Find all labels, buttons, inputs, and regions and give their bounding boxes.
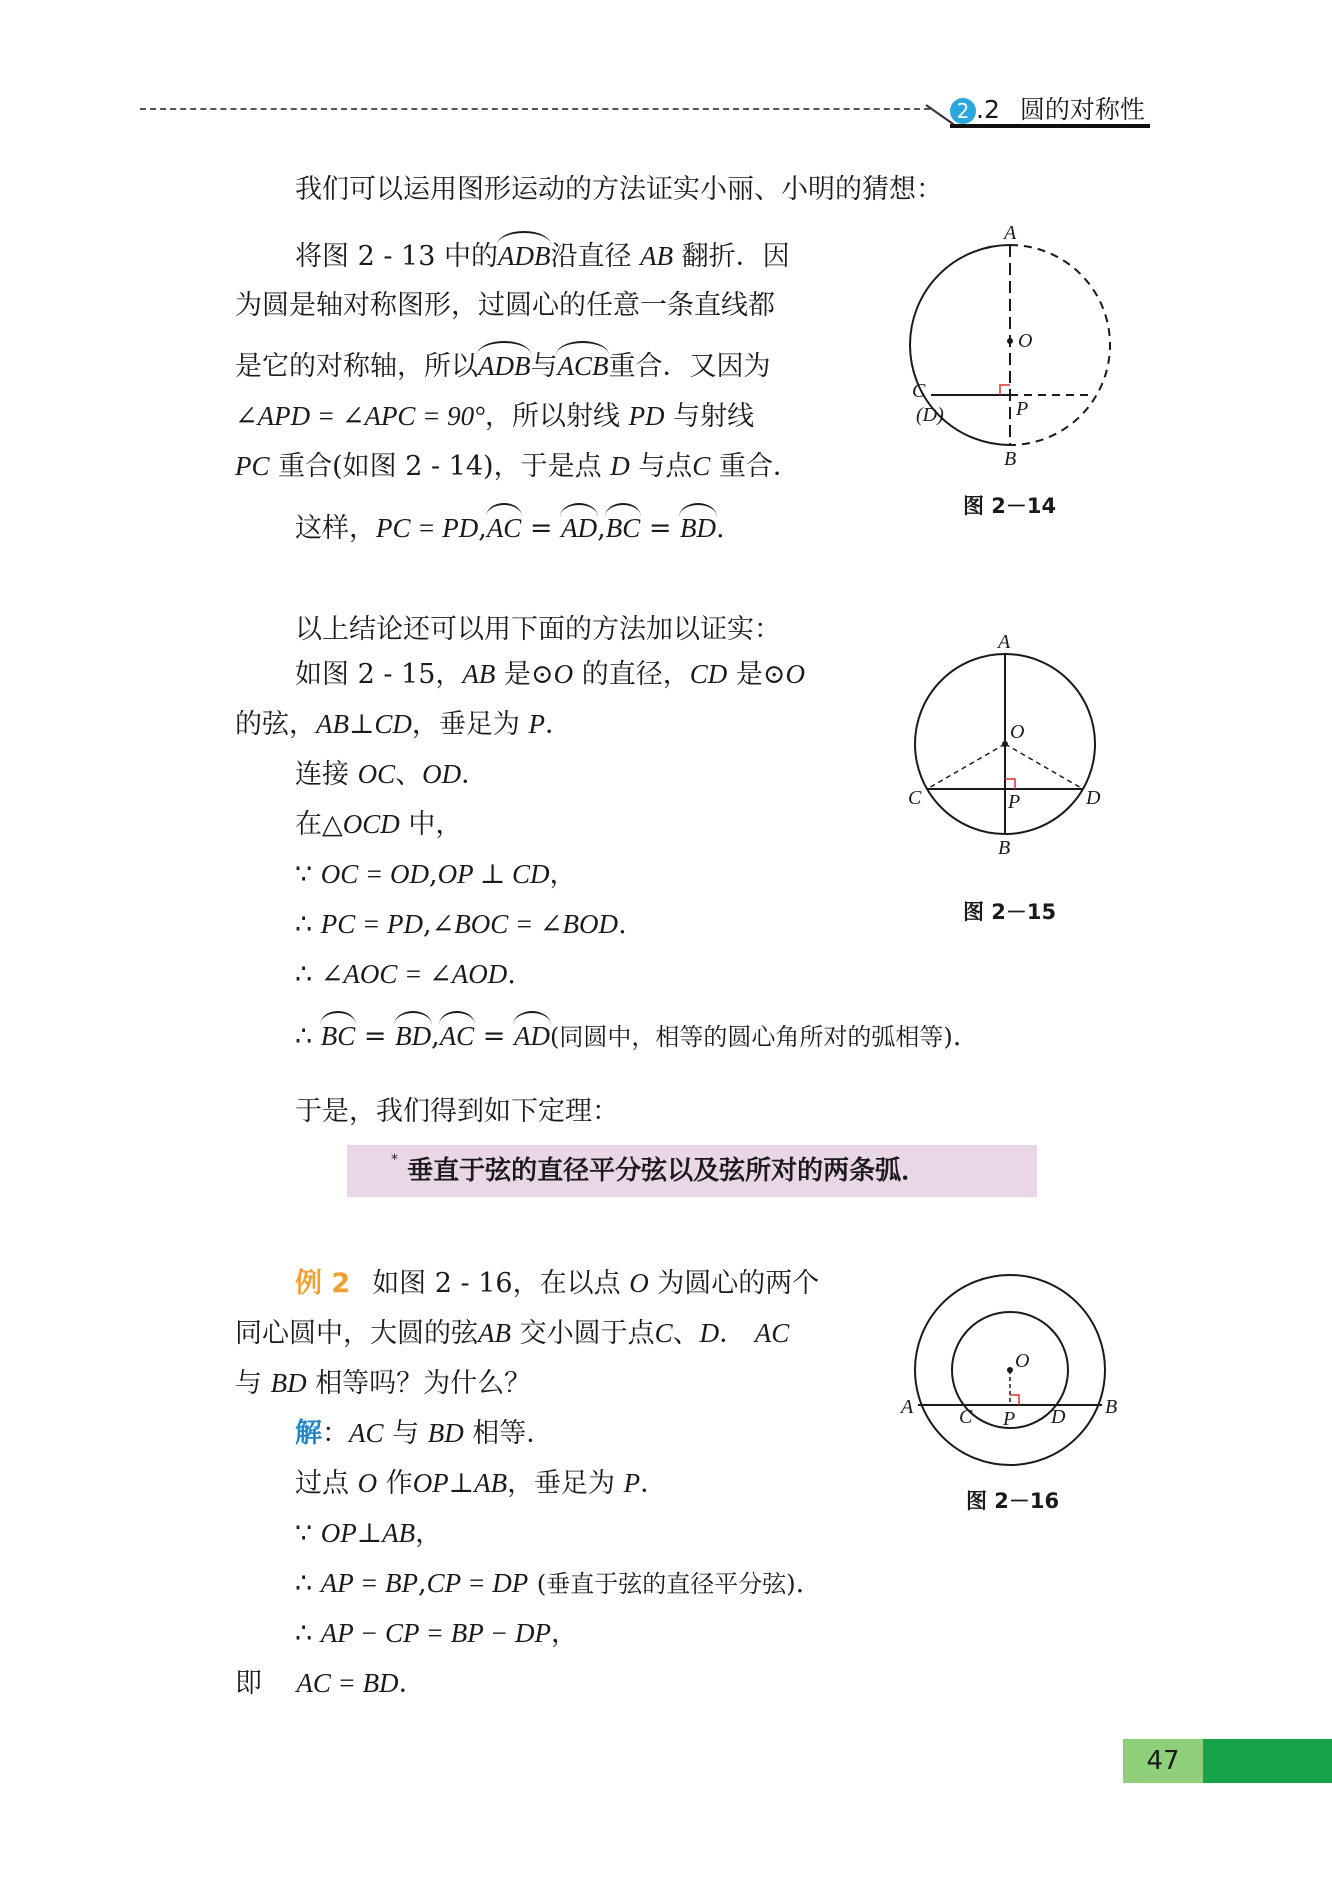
svg-text:B: B [998,837,1011,859]
figure-2-16 [895,1265,1125,1470]
svg-text:O: O [1010,721,1025,743]
text-line: PC 重合(如图 2 - 14)，于是点 D 与点C 重合． [235,451,800,482]
text-line: 连接 OC、OD． [295,759,489,790]
theorem-star: * [391,1152,398,1168]
text-line: ∴ PC = PD,∠BOC = ∠BOD. [295,909,627,940]
svg-text:P: P [1003,1408,1016,1430]
text-line: 的弦，AB⊥CD，垂足为 P． [235,709,572,740]
figure-caption: 图 2－15 [963,900,1057,924]
svg-text:B: B [1004,448,1017,465]
svg-text:C: C [908,787,922,809]
text-line: 以上结论还可以用下面的方法加以证实： [295,614,781,645]
text-line: 过点 O 作OP⊥AB，垂足为 P． [295,1468,668,1499]
text-line: 同心圆中，大圆的弦AB 交小圆于点C、D． AC [235,1318,790,1349]
svg-text:O: O [1018,330,1033,352]
svg-text:(D): (D) [916,404,944,426]
figure-caption: 图 2－16 [966,1489,1060,1513]
text-line: 即 AC = BD． [235,1668,426,1699]
figure-caption: 图 2－14 [963,494,1057,518]
text-line: 这样，PC = PD,AC = AD,BC = BD. [295,510,725,547]
svg-text:P: P [1016,398,1029,420]
text-line: 例 2 如图 2 - 16，在以点 O 为圆心的两个 [295,1268,820,1299]
text-line: ∴ AP = BP,CP = DP (垂直于弦的直径平分弦). [295,1568,805,1599]
section-header: 2 .2 圆的对称性 [950,90,1145,126]
svg-text:A: A [998,631,1011,653]
theorem-box [347,1145,1037,1197]
page-corner-bar [1203,1739,1332,1783]
svg-text:C: C [912,380,926,402]
text-line: ∴ ∠AOC = ∠AOD. [295,959,516,990]
figure-2-15 [890,628,1120,860]
text-line: 解：AC 与 BD 相等． [295,1418,554,1449]
header-dashed-rule [140,108,930,110]
svg-text:D: D [1051,1406,1066,1428]
text-line: 将图 2 - 13 中的ADB沿直径 AB 翻折．因 [295,238,790,275]
svg-text:B: B [1105,1396,1118,1418]
section-badge: 2 [950,98,976,124]
text-line: ∠APD = ∠APC = 90°，所以射线 PD 与射线 [235,401,755,432]
text-line: 为圆是轴对称图形，过圆心的任意一条直线都 [235,290,775,321]
svg-text:A: A [1004,225,1017,244]
svg-text:D: D [1086,787,1101,809]
text-line: 在△OCD 中， [295,809,463,840]
text-line: ∵ OC = OD,OP ⊥ CD， [295,859,577,890]
svg-text:O: O [1015,1350,1030,1372]
example-label: 例 2 [295,1268,351,1299]
figure-2-14 [890,225,1120,465]
text-line: 与 BD 相等吗？为什么？ [235,1368,532,1399]
section-title: 圆的对称性 [1019,95,1145,124]
solution-label: 解 [295,1418,322,1449]
text-line: 如图 2 - 15，AB 是⊙O 的直径，CD 是⊙O [295,659,805,690]
text-line: ∴ BC = BD,AC = AD(同圆中，相等的圆心角所对的弧相等). [295,1018,961,1055]
page-number: 47 [1123,1739,1203,1783]
theorem-text: 垂直于弦的直径平分弦以及弦所对的两条弧． [407,1156,928,1186]
svg-text:C: C [959,1406,973,1428]
svg-text:A: A [901,1396,914,1418]
text-line: 我们可以运用图形运动的方法证实小丽、小明的猜想： [295,174,943,205]
text-line: 于是，我们得到如下定理： [295,1096,619,1127]
text-line: ∵ OP⊥AB， [295,1518,443,1549]
text-line: ∴ AP − CP = BP − DP， [295,1618,578,1649]
svg-text:P: P [1008,791,1021,813]
text-line: 是它的对称轴，所以ADB与ACB重合．又因为 [235,348,770,385]
